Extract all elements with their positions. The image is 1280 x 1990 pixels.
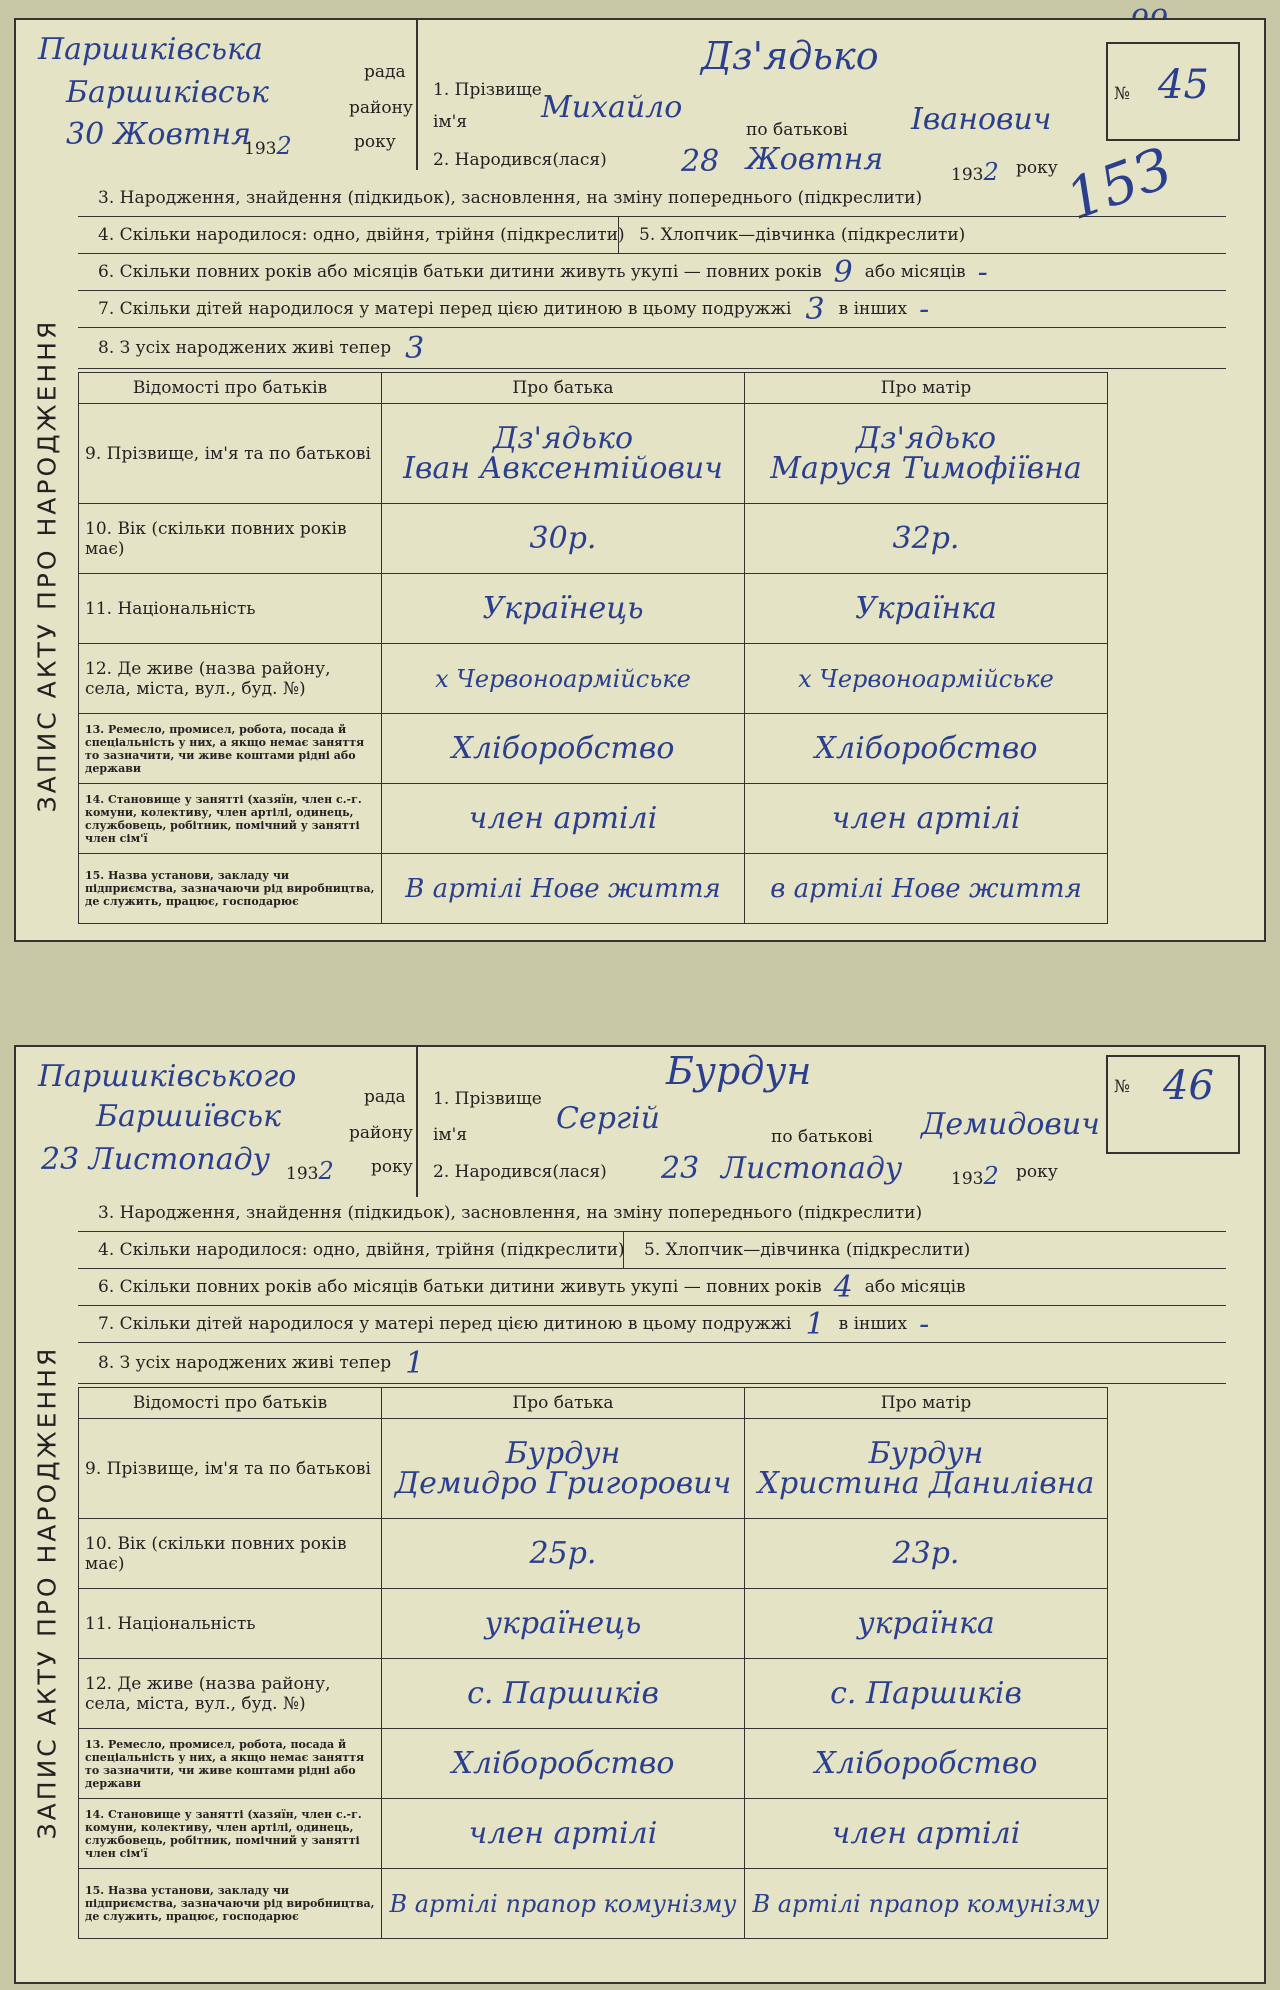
father-residence: х Червоноармійське	[382, 644, 745, 714]
child-surname: Бурдун	[666, 1049, 812, 1093]
mother-full-name: Бурдун Христина Данилівна	[745, 1419, 1108, 1519]
parent-workplace-row	[79, 854, 1108, 924]
mother-workplace: В артілі прапор комунізму	[745, 1869, 1108, 1939]
q10-label: 10. Вік (скільки повних років має)	[79, 504, 382, 574]
father-header: Про батька	[382, 1388, 745, 1419]
father-workplace: В артілі прапор комунізму	[382, 1869, 745, 1939]
child-patronymic: Іванович	[911, 102, 1052, 137]
father-nationality: українець	[382, 1589, 745, 1659]
parent-age-row	[79, 1519, 1108, 1589]
father-status: член артілі	[382, 1799, 745, 1869]
mother-occupation: Хліборобство	[745, 1729, 1108, 1799]
father-age: 30р.	[382, 504, 745, 574]
parent-names-row	[79, 1419, 1108, 1519]
count-gender-row: 4. Скільки народилося: одно, двійня, трійня (підкреслити) 5. Хлопчик—дівчинка (підкреслити)	[78, 1232, 1226, 1269]
registration-office	[16, 1047, 418, 1197]
year-label: року	[354, 132, 396, 152]
number-label: №	[1114, 1077, 1131, 1097]
q11-label: 11. Національність	[79, 574, 382, 644]
number-label: №	[1114, 84, 1131, 104]
record-number: 46	[1163, 1063, 1214, 1109]
patronymic-label: по батькові	[746, 120, 848, 140]
mother-nationality: українка	[745, 1589, 1108, 1659]
name-label: ім'я	[433, 112, 468, 132]
birth-type-row: 3. Народження, знайдення (підкидьок), засновлення, на зміну попереднього (підкреслити)	[78, 1195, 1226, 1232]
registration-year: 1932	[244, 132, 292, 160]
mother-full-name: Дз'ядько Маруся Тимофіївна	[745, 404, 1108, 504]
mother-nationality: Українка	[745, 574, 1108, 644]
registration-date: 23 Листопаду	[41, 1142, 270, 1177]
mother-age: 23р.	[745, 1519, 1108, 1589]
parent-names-row	[79, 404, 1108, 504]
q13-label: 13. Ремесло, промисел, робота, посада й спеціальність у них, а якщо немає заняття то зазначити, чи живе коштами рідні або держави	[79, 1729, 382, 1799]
birth-day: 23	[661, 1151, 700, 1186]
children-before-row: 7. Скільки дітей народилося у матері перед цією дитиною в цьому подружжі 3 в інших -	[78, 291, 1226, 328]
father-status: член артілі	[382, 784, 745, 854]
district-name: Баршиківськ	[66, 75, 269, 110]
q13-label: 13. Ремесло, промисел, робота, посада й спеціальність у них, а якщо немає заняття то зазначити, чи живе коштами рідні або держави	[79, 714, 382, 784]
child-details	[431, 32, 1106, 186]
father-residence: с. Паршиків	[382, 1659, 745, 1729]
council-name: Паршиківського	[38, 1059, 297, 1094]
surname-label: 1. Прізвище	[433, 1089, 542, 1109]
q15-label: 15. Назва установи, закладу чи підприємства, зазначаючи рід виробництва, де служить, працює, господарює	[79, 1869, 382, 1939]
child-surname: Дз'ядько	[701, 34, 879, 78]
district-label: району	[349, 1123, 413, 1143]
parent-age-row	[79, 504, 1108, 574]
birth-year-label: року	[1016, 158, 1058, 178]
count-gender-row: 4. Скільки народилося: одно, двійня, трійня (підкреслити) 5. Хлопчик—дівчинка (підкреслити)	[78, 217, 1226, 254]
q9-label: 9. Прізвище, ім'я та по батькові	[79, 404, 382, 504]
mother-residence: х Червоноармійське	[745, 644, 1108, 714]
record-number: 45	[1158, 62, 1209, 108]
birth-month: Листопаду	[721, 1151, 903, 1186]
district-name: Баршиївськ	[96, 1099, 281, 1134]
q14-label: 14. Становище у занятті (хазяїн, член с.-г. комуни, колективу, член артілі, одинець, службовець, робітник, помічний у занятті член сім'ї	[79, 784, 382, 854]
parents-header: Відомості про батьків	[79, 373, 382, 404]
mother-status: член артілі	[745, 784, 1108, 854]
father-occupation: Хліборобство	[382, 1729, 745, 1799]
council-name: Паршиківська	[38, 32, 263, 67]
parents-table	[78, 1387, 1108, 1939]
side-title: ЗАПИС АКТУ ПРО НАРОДЖЕННЯ	[32, 1345, 62, 1839]
father-header: Про батька	[382, 373, 745, 404]
parents-header: Відомості про батьків	[79, 1388, 382, 1419]
surname-label: 1. Прізвище	[433, 80, 542, 100]
name-label: ім'я	[433, 1125, 468, 1145]
q11-label: 11. Національність	[79, 1589, 382, 1659]
birth-month: Жовтня	[746, 142, 884, 177]
q15-label: 15. Назва установи, закладу чи підприємства, зазначаючи рід виробництва, де служить, працює, господарює	[79, 854, 382, 924]
birth-record	[14, 1045, 1266, 1984]
q12-label: 12. Де живе (назва району, села, міста, вул., буд. №)	[79, 644, 382, 714]
father-age: 25р.	[382, 1519, 745, 1589]
district-label: району	[349, 98, 413, 118]
children-before-row: 7. Скільки дітей народилося у матері перед цією дитиною в цьому подружжі 1 в інших -	[78, 1306, 1226, 1343]
father-nationality: Українець	[382, 574, 745, 644]
birth-day: 28	[681, 144, 720, 179]
side-title: ЗАПИС АКТУ ПРО НАРОДЖЕННЯ	[32, 318, 62, 812]
child-first-name: Михайло	[541, 90, 683, 125]
registration-date: 30 Жовтня	[66, 117, 252, 152]
mother-status: член артілі	[745, 1799, 1108, 1869]
father-full-name: Бурдун Демидро Григорович	[382, 1419, 745, 1519]
mother-occupation: Хліборобство	[745, 714, 1108, 784]
mother-age: 32р.	[745, 504, 1108, 574]
parent-occupation-row	[79, 1729, 1108, 1799]
father-workplace: В артілі Нове життя	[382, 854, 745, 924]
rada-label: рада	[364, 1087, 406, 1107]
birth-type-row: 3. Народження, знайдення (підкидьок), засновлення, на зміну попереднього (підкреслити)	[78, 180, 1226, 217]
q14-label: 14. Становище у занятті (хазяїн, член с.-г. комуни, колективу, член артілі, одинець, службовець, робітник, помічний у занятті член сім'ї	[79, 1799, 382, 1869]
birth-year: 1932	[951, 158, 999, 186]
record-number-box	[1106, 1055, 1240, 1154]
years-together-row: 6. Скільки повних років або місяців батьки дитини живуть укупі — повних років 4 або місяців	[78, 1269, 1226, 1306]
years-together-row: 6. Скільки повних років або місяців батьки дитини живуть укупі — повних років 9 або місяців -	[78, 254, 1226, 291]
parents-table	[78, 372, 1108, 924]
birth-year-label: року	[1016, 1162, 1058, 1182]
mother-workplace: в артілі Нове життя	[745, 854, 1108, 924]
registration-year: 1932	[286, 1157, 334, 1185]
born-label: 2. Народився(лася)	[433, 1162, 607, 1182]
patronymic-label: по батькові	[771, 1127, 873, 1147]
year-label: року	[371, 1157, 413, 1177]
child-details	[431, 1049, 1106, 1190]
q10-label: 10. Вік (скільки повних років має)	[79, 1519, 382, 1589]
mother-header: Про матір	[745, 1388, 1108, 1419]
parent-residence-row	[79, 644, 1108, 714]
parent-status-row	[79, 784, 1108, 854]
mother-residence: с. Паршиків	[745, 1659, 1108, 1729]
father-occupation: Хліборобство	[382, 714, 745, 784]
child-first-name: Сергій	[556, 1101, 660, 1136]
parent-status-row	[79, 1799, 1108, 1869]
rada-label: рада	[364, 62, 406, 82]
registration-office	[16, 20, 418, 170]
father-full-name: Дз'ядько Іван Авксентійович	[382, 404, 745, 504]
parent-nationality-row	[79, 574, 1108, 644]
alive-now-row: 8. З усіх народжених живі тепер 1	[78, 1343, 1226, 1384]
margin-note: 15З	[1058, 135, 1181, 234]
birth-record	[14, 18, 1266, 942]
parent-workplace-row	[79, 1869, 1108, 1939]
child-patronymic: Демидович	[921, 1107, 1100, 1142]
parent-nationality-row	[79, 1589, 1108, 1659]
parent-occupation-row	[79, 714, 1108, 784]
mother-header: Про матір	[745, 373, 1108, 404]
birth-year: 1932	[951, 1162, 999, 1190]
q9-label: 9. Прізвище, ім'я та по батькові	[79, 1419, 382, 1519]
record-number-box	[1106, 42, 1240, 141]
alive-now-row: 8. З усіх народжених живі тепер 3	[78, 328, 1226, 369]
born-label: 2. Народився(лася)	[433, 150, 607, 170]
parent-residence-row	[79, 1659, 1108, 1729]
q12-label: 12. Де живе (назва району, села, міста, вул., буд. №)	[79, 1659, 382, 1729]
